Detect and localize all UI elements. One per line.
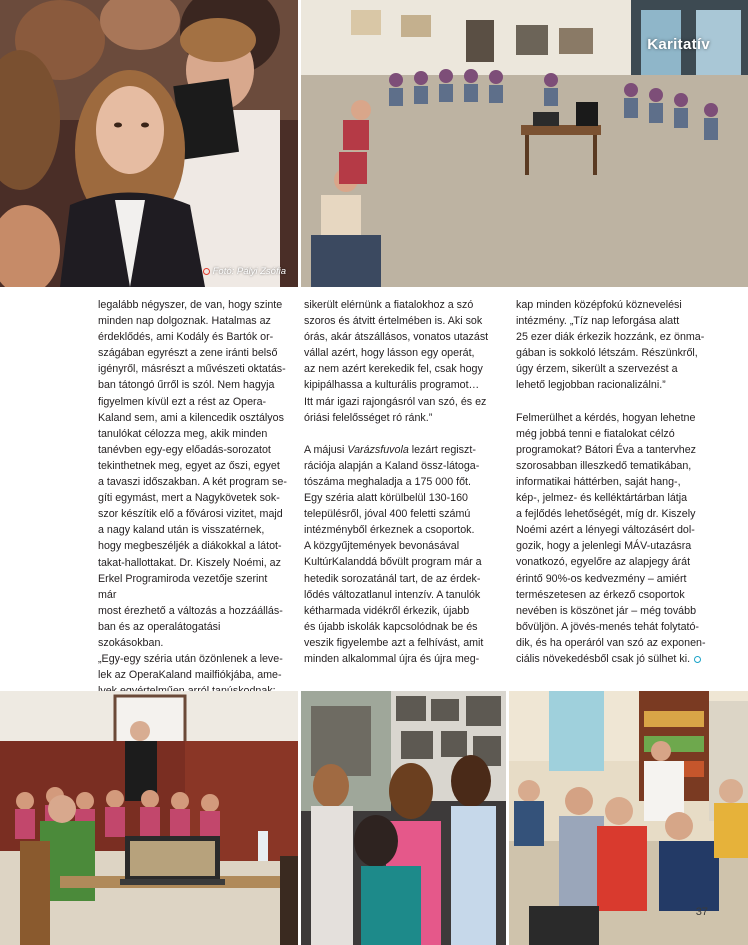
credit-marker-icon: [203, 268, 210, 275]
section-label: Karitatív: [647, 36, 710, 53]
photo-audience-girl: [0, 0, 298, 287]
paragraph-rest: lezárt regiszt- rációja alapján a Kaland össz-látoga- tószáma meghaladja a 175 000 főt. Egy széria alatt körülbelül 130-160 településről, jóval 400 feletti számú intézményből érkeznek a csoportok. A közgyűjtemények bevonásával KultúrKalanddá bővült program már a hetedik sorozatánál tart, de az érdek- lődés változatlanul intenzív. A tanulók kétharmada vidékről érkezik, újabb és újabb iskolák kapcsolódnak be és veszik figyelembe azt a felhívást, amit minden alkalommal újra és újra meg-: [304, 443, 484, 665]
text-column-2: [304, 297, 496, 667]
photo-exhibition-girls: [301, 691, 506, 945]
photo-classroom-laptop: [0, 691, 298, 945]
text-column-3: [516, 297, 710, 667]
paragraph-text: Felmerülhet a kérdés, hogyan lehetne még jobbá tenni e fiatalokat célzó programokat? Bátori Éva a tantervhez szorosabban illeszkedő tematikában, informatikai háttérben, saját hang-, kép-, jelmez- és kelléktártárban látja a fejlődés lehetőségét, míg dr. Kiszely Noémi azért a lényegi változásért dol- gozik, hogy a jelenlegi MÁV-utazásra vonatkozó, egyelőre az alapjegy árát érintő 90%-os kedvezmény – amiért természetesen az érkező csoportok nevében is köszönet jár – még tovább bővüljön. A jövés-menés tehát folytató- dik, és ha operáról van szó az exponen- ciális növekedésből csak jó sülhet ki.: [516, 411, 706, 665]
photo-children-floor: [509, 691, 748, 945]
photo-credit-text: Fotó: Pályi Zsófia: [212, 266, 286, 277]
body-paragraph: legalább négyszer, de van, hogy szinte minden nap dolgoznak. Hatalmas az érdeklődés, ami Kodály és Bartók or- szágában egyrészt a zene iránti belső igényről, másrészt a művészeti oktatás- ban tátongó űrről is szól. Nem hagyja figyelmen kívül ezt a rést az Opera- Kaland sem, ami a kilencedik osztályos tanulókat célozza meg, akik minden tanévben egy-egy előadás-sorozatot tekinthetnek meg, egyet az őszi, egyet a tavaszi időszakban. A két program se- gíti egymást, mert a Nagykövetek sok- szor készítik elő a fővárosi vizitet, majd a nagy kaland után is visszatérnek, hogy megbeszéljék a diákokkal a látot- takat-hallottakat. Dr. Kiszely Noémi, az Erkel Programiroda vezetője szerint már most érezhető a változás a hozzáállás- ban és az operalátogatási szokásokban. „Egy-egy széria után özönlenek a leve- lek az OperaKaland mailfiókjába, ame-: [98, 299, 287, 682]
photo-credit: [203, 266, 286, 277]
body-paragraph: [516, 410, 710, 668]
body-paragraph: [304, 442, 496, 667]
text-column-1: [98, 297, 288, 699]
photo-classroom-circle: [301, 0, 748, 287]
article-end-icon: [694, 656, 701, 663]
body-paragraph: kap minden középfokú köznevelési intézmény. „Tíz nap leforgása alatt 25 ezer diák érkezik hozzánk, ez önma- gában is sokkoló létszám. Részünkről, úgy érzem, sikerült a szervezést a lehető legjobban racionalizálni.”: [516, 299, 705, 392]
page-number: 37: [695, 906, 708, 918]
opera-title: Varázsfuvola: [347, 443, 409, 456]
paragraph-lead: A májusi: [304, 443, 348, 456]
body-paragraph: sikerült elérnünk a fiatalokhoz a szó szoros és átvitt értelmében is. Aki sok órás, akár átszállásos, vonatos utazást vállal azért, hogy lásson egy operát, az nem azért kerekedik fel, csak hogy kipipálhassa a kulturális programot… Itt már igazi rajongásról van szó, és ez óriási felelősséget ró ránk.”: [304, 299, 489, 424]
